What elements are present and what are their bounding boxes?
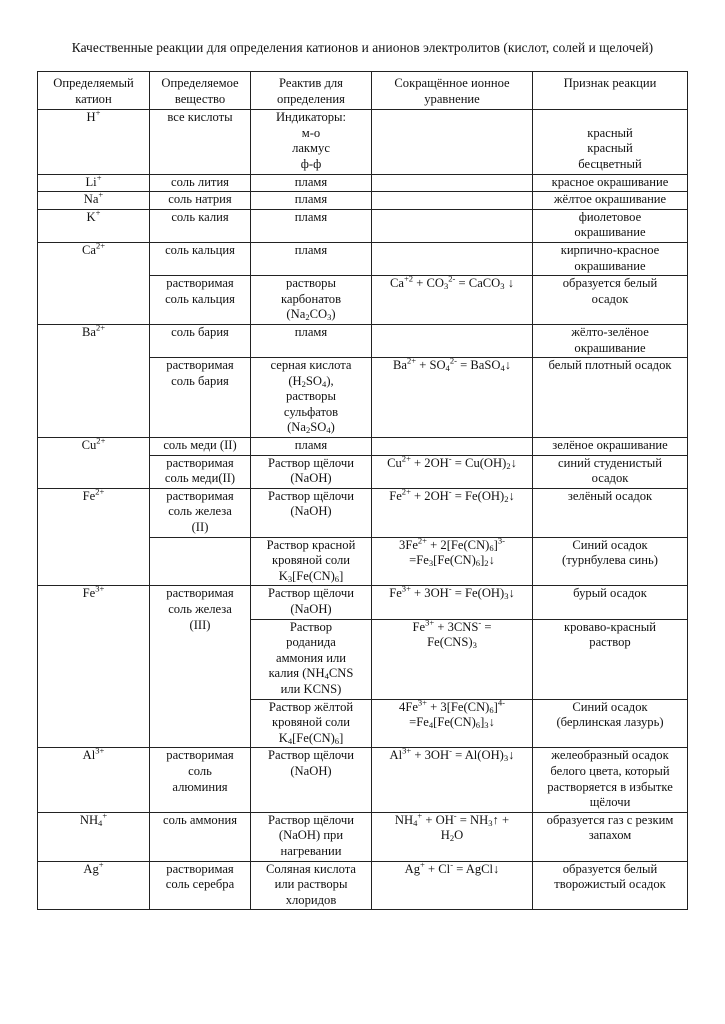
reagent-cell: пламя — [251, 174, 372, 192]
reagent-cell: Раствор роданида аммония или калия ($NH_4CNS$ или KCNS) — [251, 619, 372, 699]
sign-cell: желеобразный осадок белого цвета, который растворяется в избытке щёлочи — [533, 748, 688, 812]
substance-cell: растворимая соль железа (II) — [150, 488, 251, 537]
sign-cell: образуется белый творожистый осадок — [533, 861, 688, 910]
sign-cell: Синий осадок (турнбулева синь) — [533, 537, 688, 586]
table-row — [38, 488, 688, 537]
cation-cell: $Cu^{2+}$ — [38, 438, 150, 489]
reagent-cell: Раствор жёлтой кровяной соли $K_4[Fe(CN)_6]$ — [251, 699, 372, 748]
cation-cell: Li+ — [38, 174, 150, 192]
equation-cell — [372, 438, 533, 456]
equation-cell — [372, 174, 533, 192]
table-row — [38, 812, 688, 861]
sign-cell: жёлтое окрашивание — [533, 192, 688, 210]
substance-cell: все кислоты — [150, 110, 251, 174]
reagent-cell: пламя — [251, 324, 372, 357]
reagent-cell: пламя — [251, 192, 372, 210]
table-row — [38, 174, 688, 192]
table-row — [38, 192, 688, 210]
equation-cell — [372, 242, 533, 275]
reagent-cell: Индикаторы: м-о лакмус ф-ф — [251, 110, 372, 174]
table-row — [38, 324, 688, 357]
cation-cell: $NH_4^+$ — [38, 812, 150, 861]
cation-cell: $Fe^{3+}$ — [38, 586, 150, 748]
reagent-cell: Раствор щёлочи (NaOH) — [251, 488, 372, 537]
cation-cell: K+ — [38, 209, 150, 242]
sign-cell: белый плотный осадок — [533, 358, 688, 438]
header-reagent: Реактив для определения — [251, 72, 372, 110]
substance-cell: соль бария — [150, 324, 251, 357]
equation-cell — [372, 209, 533, 242]
equation-cell: $Al^{3+} + 3OH^-$ = $Al(OH)_3↓$ — [372, 748, 533, 812]
reagent-cell: Раствор щёлочи (NaOH) — [251, 748, 372, 812]
reagent-cell: серная кислота $(H_2SO_4)$, растворы сульфатов $(Na_2SO_4)$ — [251, 358, 372, 438]
equation-cell — [372, 110, 533, 174]
cation-cell: H+ — [38, 110, 150, 174]
substance-cell: растворимая соль железа (III) — [150, 586, 251, 748]
reagent-cell: Раствор щёлочи (NaOH) при нагревании — [251, 812, 372, 861]
table-row — [38, 438, 688, 456]
reagent-cell: пламя — [251, 242, 372, 275]
table-row — [38, 586, 688, 619]
sign-cell: красный красный бесцветный — [533, 110, 688, 174]
header-cation: Определяемый катион — [38, 72, 150, 110]
substance-cell: растворимая соль кальция — [150, 276, 251, 325]
equation-cell: $Cu^{2+} + 2OH^-$ = $Cu(OH)_2↓$ — [372, 455, 533, 488]
table-row — [38, 209, 688, 242]
table-header-row — [38, 72, 688, 110]
equation-cell: $4Fe^{3+} + 3[Fe(CN)_6]^{4-}$ $=Fe_4[Fe(CN)_6]_3↓$ — [372, 699, 533, 748]
sign-cell: зелёное окрашивание — [533, 438, 688, 456]
equation-cell: $Fe^{3+} + 3OH^-$ = $Fe(OH)_3↓$ — [372, 586, 533, 619]
sign-cell: Синий осадок (берлинская лазурь) — [533, 699, 688, 748]
sign-cell: образуется белый осадок — [533, 276, 688, 325]
header-sign: Признак реакции — [533, 72, 688, 110]
sign-cell: синий студенистый осадок — [533, 455, 688, 488]
reagent-cell: растворы карбонатов $(Na_2CO_3)$ — [251, 276, 372, 325]
equation-cell — [372, 192, 533, 210]
cation-cell: $Fe^{2+}$ — [38, 488, 150, 586]
equation-cell: $Ca^{+2} + CO_3^{2-}$ = CaCO$_3$ ↓ — [372, 276, 533, 325]
page-title: Качественные реакции для определения катионов и анионов электролитов (кислот, солей и щелочей) — [71, 40, 654, 55]
equation-cell: $Fe^{2+} + 2OH^-$ = $Fe(OH)_2↓$ — [372, 488, 533, 537]
table-row — [38, 110, 688, 174]
substance-cell: соль меди (II) — [150, 438, 251, 456]
equation-cell: $Fe^{3+} + 3CNS^-$ = $Fe(CNS)_3$ — [372, 619, 533, 699]
substance-cell: растворимая соль серебра — [150, 861, 251, 910]
equation-cell: $NH_4^+ + OH^-$ = $NH_3↑$ + $H_2O$ — [372, 812, 533, 861]
sign-cell: кроваво-красный раствор — [533, 619, 688, 699]
reagent-cell: Раствор щёлочи (NaOH) — [251, 455, 372, 488]
sign-cell: жёлто-зелёное окрашивание — [533, 324, 688, 357]
table-row — [38, 748, 688, 812]
sign-cell: образуется газ с резким запахом — [533, 812, 688, 861]
substance-cell: соль кальция — [150, 242, 251, 275]
reagent-cell: пламя — [251, 438, 372, 456]
qualitative-reactions-table — [37, 71, 688, 910]
reagent-cell: Соляная кислота или растворы хлоридов — [251, 861, 372, 910]
reagent-cell: Раствор красной кровяной соли $K_3[Fe(CN)_6]$ — [251, 537, 372, 586]
substance-cell: соль натрия — [150, 192, 251, 210]
equation-cell: $3Fe^{2+} + 2[Fe(CN)_6]^{3-}$ $=Fe_3[Fe(CN)_6]_2↓$ — [372, 537, 533, 586]
substance-cell: растворимая соль бария — [150, 358, 251, 438]
substance-cell: соль лития — [150, 174, 251, 192]
cation-cell: Ag+ — [38, 861, 150, 910]
equation-cell: $Ba^{2+} + SO_4^{2-}$ = BaSO$_4$↓ — [372, 358, 533, 438]
reagent-cell: пламя — [251, 209, 372, 242]
header-equation: Сокращённое ионное уравнение — [372, 72, 533, 110]
table-row — [38, 861, 688, 910]
cation-cell: $Ca^{2+}$ — [38, 242, 150, 324]
substance-cell: соль калия — [150, 209, 251, 242]
sign-cell: бурый осадок — [533, 586, 688, 619]
sign-cell: кирпично-красное окрашивание — [533, 242, 688, 275]
table-row — [38, 242, 688, 275]
sign-cell: зелёный осадок — [533, 488, 688, 537]
sign-cell: фиолетовое окрашивание — [533, 209, 688, 242]
cation-cell: $Al^{3+}$ — [38, 748, 150, 812]
header-substance: Определяемое вещество — [150, 72, 251, 110]
reagent-cell: Раствор щёлочи (NaOH) — [251, 586, 372, 619]
substance-cell: растворимая соль алюминия — [150, 748, 251, 812]
equation-cell: Ag+ + Cl- = AgCl↓ — [372, 861, 533, 910]
substance-cell: соль аммония — [150, 812, 251, 861]
substance-cell: растворимая соль меди(II) — [150, 455, 251, 488]
equation-cell — [372, 324, 533, 357]
sign-cell: красное окрашивание — [533, 174, 688, 192]
substance-cell — [150, 537, 251, 586]
cation-cell: Na+ — [38, 192, 150, 210]
cation-cell: $Ba^{2+}$ — [38, 324, 150, 437]
